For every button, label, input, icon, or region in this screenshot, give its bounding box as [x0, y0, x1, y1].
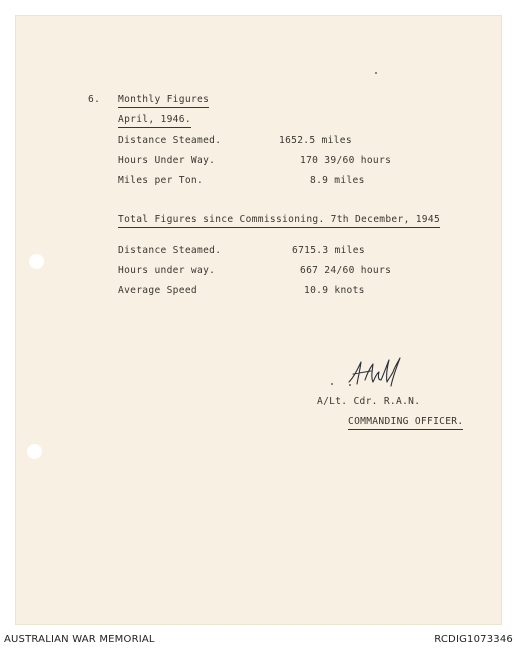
section-heading: Monthly Figures	[118, 94, 209, 108]
total-row-value: 10.9 knots	[304, 285, 365, 296]
paper-speck	[331, 383, 333, 385]
document-page	[16, 16, 501, 624]
monthly-row-value: 1652.5 miles	[279, 135, 352, 146]
archive-id: RCDIG1073346	[434, 634, 513, 645]
paper-speck	[375, 72, 377, 74]
punch-hole	[27, 444, 42, 459]
monthly-row-label: Miles per Ton.	[118, 175, 204, 186]
monthly-row-label: Hours Under Way.	[118, 155, 216, 166]
total-row-value: 667 24/60 hours	[300, 265, 392, 276]
punch-hole	[29, 254, 44, 269]
archive-credit: AUSTRALIAN WAR MEMORIAL	[4, 634, 155, 645]
monthly-row-value: 8.9 miles	[310, 175, 365, 186]
monthly-row-label: Distance Steamed.	[118, 135, 222, 146]
total-heading: Total Figures since Commissioning. 7th December, 1945	[118, 214, 440, 228]
total-row-label: Average Speed	[118, 285, 197, 296]
total-row-label: Hours under way.	[118, 265, 216, 276]
handwritten-signature	[345, 352, 405, 392]
total-row-value: 6715.3 miles	[292, 245, 365, 256]
item-number: 6.	[88, 94, 101, 105]
signatory-rank: A/Lt. Cdr. R.A.N.	[317, 396, 421, 407]
monthly-row-value: 170 39/60 hours	[300, 155, 392, 166]
total-row-label: Distance Steamed.	[118, 245, 222, 256]
period-label: April, 1946.	[118, 114, 191, 128]
signatory-title: COMMANDING OFFICER.	[348, 416, 463, 430]
